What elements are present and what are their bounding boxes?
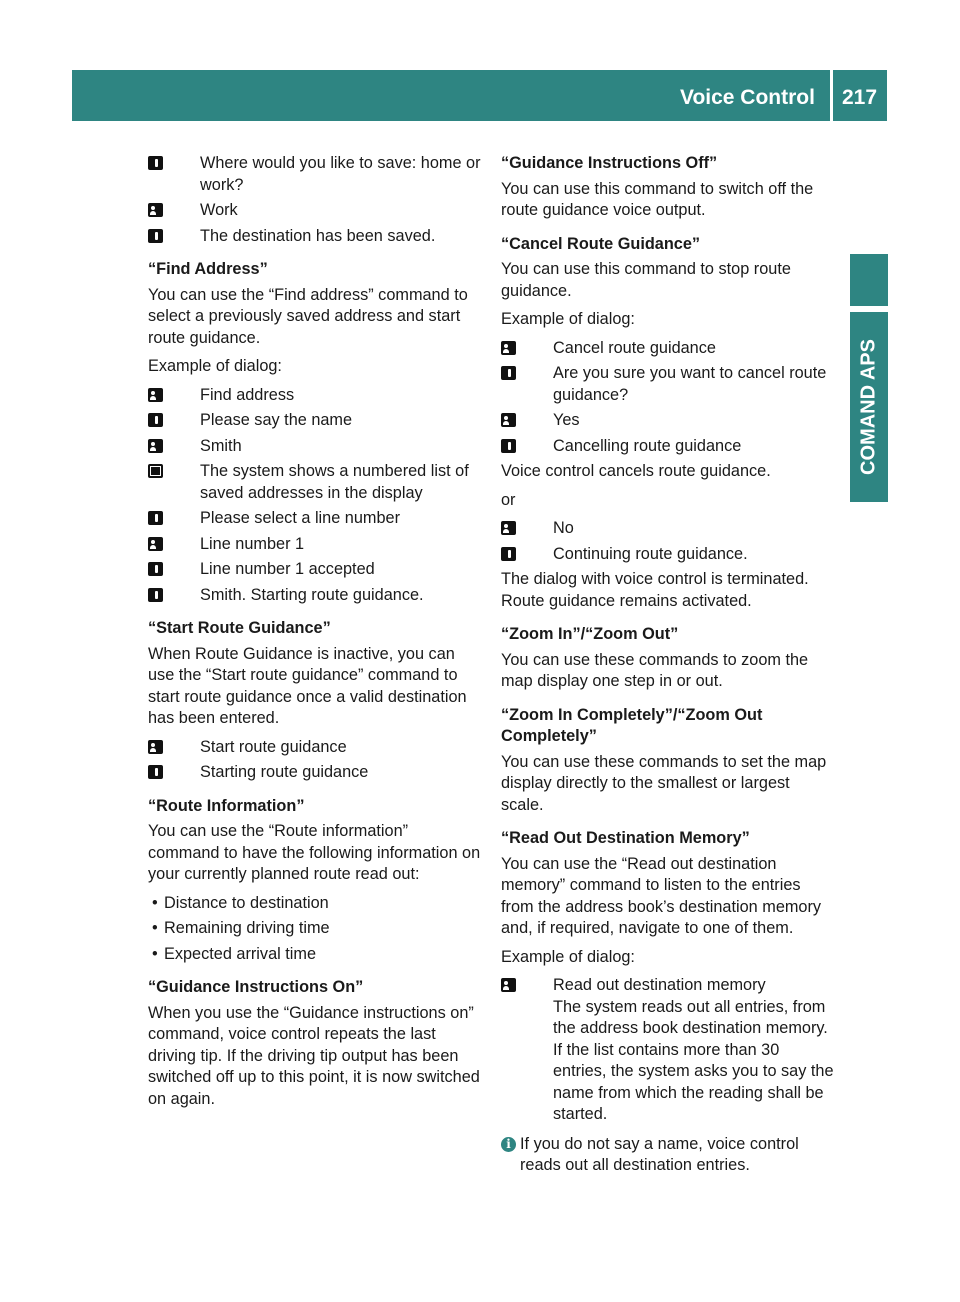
paragraph: When you use the “Guidance instructions on” command, voice control repeats the last driving tip. If the driving tip output has been switched off up to this point, it is now switched on again. [148,1003,480,1108]
section-heading: “Zoom In”/“Zoom Out” [501,625,679,643]
dialog-text: Smith. Starting route guidance. [200,585,424,604]
side-tab-label: COMAND APS [857,339,880,475]
dialog-list [148,737,482,784]
bullet-marker: • [152,944,158,963]
dialog-row [501,518,836,540]
user-speech-icon [148,388,163,402]
paragraph: You can use the “Read out destination memory” command to listen to the entries from the address book’s destination memory and, if required, navigate to one of them. [501,854,822,937]
dialog-text: Start route guidance [200,737,347,756]
info-note [501,1134,836,1177]
page-number: 217 [842,86,878,109]
dialog-line: Read out destination memory [553,976,766,994]
dialog-text: Starting route guidance [200,763,369,781]
paragraph: You can use these commands to zoom the map display one step in or out. [501,650,809,690]
system-speech-icon [501,366,516,380]
user-speech-icon [501,978,516,992]
header-separator [830,70,833,121]
system-speech-icon [148,413,163,427]
dialog-list [501,338,836,458]
dialog-note: The system reads out all entries, from the address book destination memory. If the list contains more than 30 entries, the system asks you to say the name from which the reading shall be started. [553,997,834,1123]
dialog-text: Where would you like to save: home or work? [200,154,481,194]
dialog-row [501,436,836,458]
dialog-text: No [553,519,574,537]
system-speech-icon [501,439,516,453]
dialog-text: Yes [553,411,580,429]
paragraph: You can use the “Route information” command to have the following information on your currently planned route read out: [148,822,481,883]
dialog-row [148,534,482,556]
dialog-row [501,975,836,1126]
paragraph: or [501,490,516,509]
system-speech-icon [148,562,163,576]
system-speech-icon [148,156,163,170]
dialog-text: Continuing route guidance. [553,544,748,563]
section-heading: “Route Information” [148,796,305,815]
dialog-text: Please select a line number [200,509,401,527]
bullet-text: Distance to destination [164,893,329,912]
paragraph: The dialog with voice control is terminated. Route guidance remains activated. [501,570,809,610]
bullet-text: Remaining driving time [164,919,330,937]
info-icon: i [501,1137,516,1152]
dialog-text: Find address [200,385,295,404]
dialog-list [148,153,482,247]
dialog-row [148,508,482,530]
dialog-text [553,975,836,1126]
bullet-text: Expected arrival time [164,944,317,963]
user-speech-icon [501,413,516,427]
system-speech-icon [148,511,163,525]
section-heading: “Zoom In Completely”/“Zoom Out Completely” [501,705,763,745]
dialog-row [501,410,836,432]
left-column [148,153,482,1117]
bullet-item [152,893,482,915]
dialog-list [148,385,482,607]
dialog-row [148,762,482,784]
bullet-item [152,918,482,940]
paragraph: Example of dialog: [148,357,282,375]
dialog-row [148,436,482,458]
bullet-item [152,944,482,966]
paragraph: When Route Guidance is inactive, you can use the “Start route guidance” command to start route guidance once a valid destination has been entered. [148,644,467,727]
user-speech-icon [501,341,516,355]
dialog-row [148,559,482,581]
dialog-text: Line number 1 accepted [200,560,375,578]
system-speech-icon [501,547,516,561]
dialog-text: Are you sure you want to cancel route guidance? [553,364,827,404]
bullet-marker: • [152,919,158,937]
dialog-row [501,544,836,566]
paragraph: Voice control cancels route guidance. [501,462,771,480]
user-speech-icon [148,203,163,217]
dialog-text: Work [200,201,238,219]
dialog-row [501,363,836,406]
display-icon [148,464,163,478]
paragraph: You can use these commands to set the map display directly to the smallest or largest scale. [501,752,827,814]
system-speech-icon [148,588,163,602]
dialog-row [501,338,836,360]
system-speech-icon [148,229,163,243]
header-title: Voice Control [680,86,815,109]
section-heading: “Guidance Instructions On” [148,978,364,996]
user-speech-icon [148,439,163,453]
side-marker [850,254,888,306]
section-heading: “Start Route Guidance” [148,619,331,637]
section-heading: “Read Out Destination Memory” [501,829,750,847]
dialog-row [148,585,482,607]
dialog-row [148,410,482,432]
paragraph: You can use this command to switch off the route guidance voice output. [501,179,814,219]
user-speech-icon [148,740,163,754]
dialog-row [148,461,482,504]
dialog-row [148,153,482,196]
user-speech-icon [501,521,516,535]
paragraph: You can use the “Find address” command to select a previously saved address and start route guidance. [148,285,468,347]
paragraph: Example of dialog: [501,310,635,328]
section-heading: “Guidance Instructions Off” [501,154,718,172]
dialog-text: The system shows a numbered list of saved addresses in the display [200,462,469,502]
dialog-row [148,200,482,222]
info-text: If you do not say a name, voice control reads out all destination entries. [520,1134,799,1174]
dialog-row [148,737,482,759]
dialog-text: Cancel route guidance [553,338,716,357]
right-column [501,153,836,1177]
section-heading: “Cancel Route Guidance” [501,234,701,253]
dialog-text: The destination has been saved. [200,226,436,245]
bullet-marker: • [152,893,158,912]
dialog-text: Smith [200,436,242,455]
paragraph: You can use this command to stop route guidance. [501,260,791,300]
dialog-row [148,226,482,248]
paragraph: Example of dialog: [501,947,635,966]
system-speech-icon [148,765,163,779]
dialog-text: Line number 1 [200,534,305,553]
dialog-text: Please say the name [200,411,353,429]
dialog-list [501,518,836,565]
section-heading: “Find Address” [148,260,268,278]
dialog-text: Cancelling route guidance [553,436,742,455]
user-speech-icon [148,537,163,551]
dialog-row [148,385,482,407]
